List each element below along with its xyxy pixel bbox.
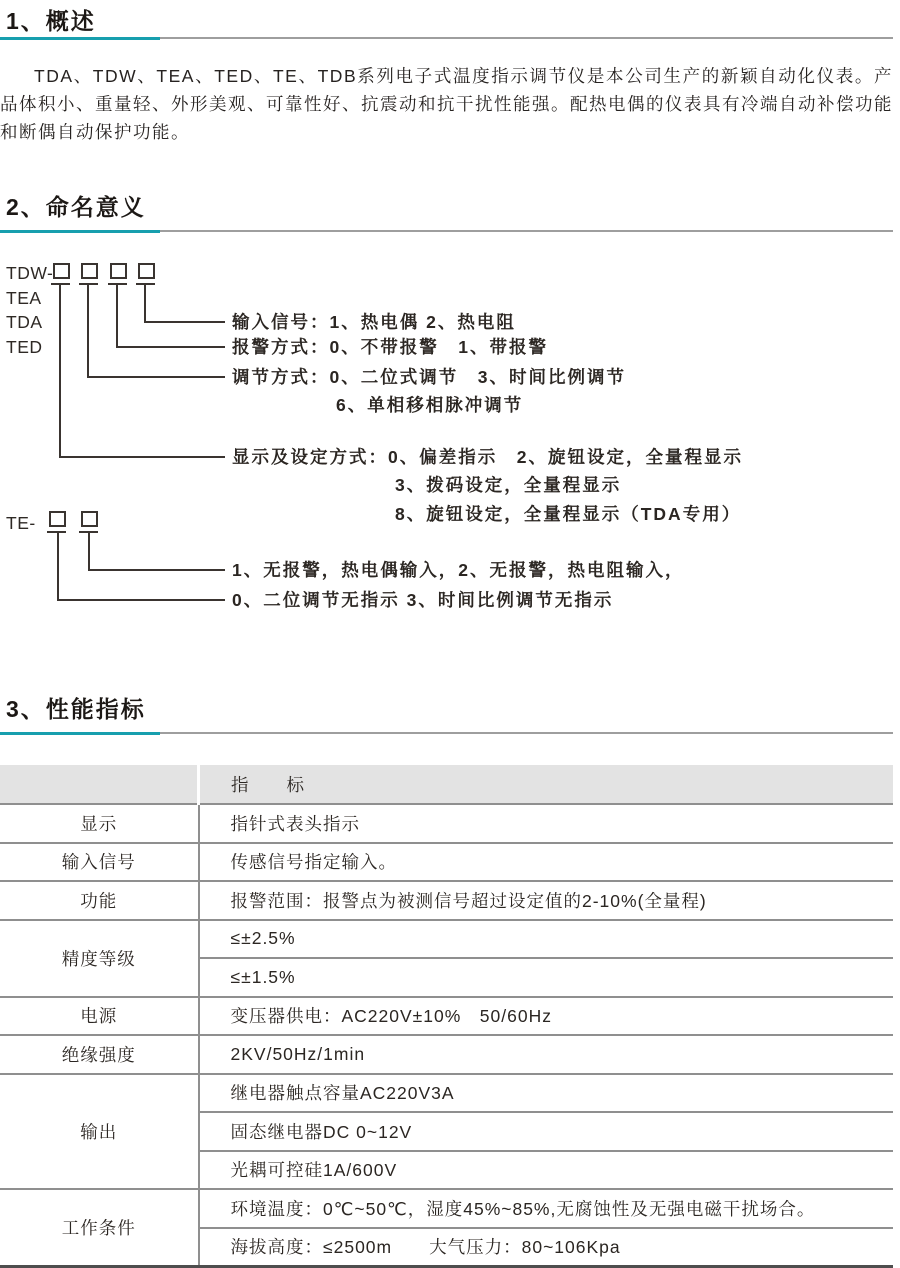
table-row xyxy=(0,881,893,920)
overview-paragraph: TDA、TDW、TEA、TED、TE、TDB系列电子式温度指示调节仪是本公司生产的新颖自动化仪表。产品体积小、重量轻、外形美观、可靠性好、抗震动和抗干扰性能强。配热电偶的仪表具有冷端自动补偿功能和断偶自动保护功能。 xyxy=(0,66,893,142)
digit-box xyxy=(110,263,127,279)
digit-box xyxy=(53,263,70,279)
model-prefix: TED xyxy=(6,336,43,357)
table-row xyxy=(0,1074,893,1113)
table-row xyxy=(0,1189,893,1228)
row-value: ≤±2.5% xyxy=(199,920,894,959)
connector-line xyxy=(116,346,225,348)
connector-line xyxy=(88,533,90,571)
table-row xyxy=(0,804,893,843)
section-rule xyxy=(0,230,893,233)
te-branch-label-adjust: 0、二位调节无指示 3、时间比例调节无指示 xyxy=(232,590,614,610)
connector-line xyxy=(87,285,89,378)
row-value: 变压器供电：AC220V±10% 50/60Hz xyxy=(199,997,894,1036)
table-row xyxy=(0,843,893,882)
row-label: 输入信号 xyxy=(0,843,199,882)
naming-diagram xyxy=(0,245,893,620)
row-value: 环境温度：0℃~50℃，湿度45%~85%,无腐蚀性及无强电磁干扰场合。 xyxy=(199,1189,894,1228)
row-value: 2KV/50Hz/1min xyxy=(199,1035,894,1074)
te-branch-label-input: 1、无报警，热电偶输入，2、无报警，热电阻输入， xyxy=(232,560,685,580)
table-header-empty-cell xyxy=(0,765,199,804)
section-title-naming: 2、命名意义 xyxy=(6,194,146,220)
datasheet-page xyxy=(0,6,893,1268)
row-label: 显示 xyxy=(0,804,199,843)
row-value: 传感信号指定输入。 xyxy=(199,843,894,882)
branch-label-input: 输入信号：1、热电偶 2、热电阻 xyxy=(232,312,516,332)
rule-teal-line xyxy=(0,230,160,233)
model-prefix-te: TE- xyxy=(6,513,36,533)
branch-label-adjust-extra: 6、单相移相脉冲调节 xyxy=(336,395,524,415)
row-value: ≤±1.5% xyxy=(199,958,894,997)
rule-teal-line xyxy=(0,732,160,735)
row-value: 光耦可控硅1A/600V xyxy=(199,1151,894,1190)
digit-box xyxy=(81,263,98,279)
model-prefix: TDW- xyxy=(6,263,54,283)
connector-line xyxy=(59,285,61,458)
row-label: 工作条件 xyxy=(0,1189,199,1267)
connector-line xyxy=(59,456,225,458)
digit-box xyxy=(49,511,66,527)
branch-label-display-extra2: 8、旋钮设定，全量程显示（TDA专用） xyxy=(395,504,742,524)
table-header-label: 指 标 xyxy=(199,765,894,804)
branch-label-adjust: 调节方式：0、二位式调节 3、时间比例调节 xyxy=(232,367,626,387)
row-label: 功能 xyxy=(0,881,199,920)
table-row xyxy=(0,1035,893,1074)
rule-teal-line xyxy=(0,37,160,40)
row-value: 海拔高度：≤2500m 大气压力：80~106Kpa xyxy=(199,1228,894,1267)
section-rule xyxy=(0,37,893,40)
section-rule xyxy=(0,732,893,735)
connector-line xyxy=(87,376,225,378)
row-value: 报警范围：报警点为被测信号超过设定值的2-10%(全量程) xyxy=(199,881,894,920)
table-header-row xyxy=(0,765,893,804)
row-label: 输出 xyxy=(0,1074,199,1190)
digit-box xyxy=(81,511,98,527)
digit-box xyxy=(138,263,155,279)
connector-line xyxy=(144,321,225,323)
section-title-specs: 3、性能指标 xyxy=(6,696,146,722)
model-prefix: TEA xyxy=(6,287,42,308)
connector-line xyxy=(57,533,59,601)
connector-line xyxy=(116,285,118,348)
table-row xyxy=(0,997,893,1036)
branch-label-display: 显示及设定方式：0、偏差指示 2、旋钮设定，全量程显示 xyxy=(232,447,743,467)
row-value: 继电器触点容量AC220V3A xyxy=(199,1074,894,1113)
connector-line xyxy=(144,285,146,323)
table-row xyxy=(0,920,893,959)
connector-line xyxy=(88,569,225,571)
row-value: 固态继电器DC 0~12V xyxy=(199,1112,894,1151)
branch-label-alarm: 报警方式：0、不带报警 1、带报警 xyxy=(232,337,548,357)
spec-table xyxy=(0,765,893,1268)
row-label: 绝缘强度 xyxy=(0,1035,199,1074)
row-label: 电源 xyxy=(0,997,199,1036)
connector-line xyxy=(57,599,225,601)
row-value: 指针式表头指示 xyxy=(199,804,894,843)
model-prefix: TDA xyxy=(6,312,43,332)
model-prefix-list xyxy=(6,261,53,359)
section-title-overview: 1、概述 xyxy=(6,8,96,34)
row-label: 精度等级 xyxy=(0,920,199,997)
branch-label-display-extra1: 3、拨码设定，全量程显示 xyxy=(395,475,622,495)
